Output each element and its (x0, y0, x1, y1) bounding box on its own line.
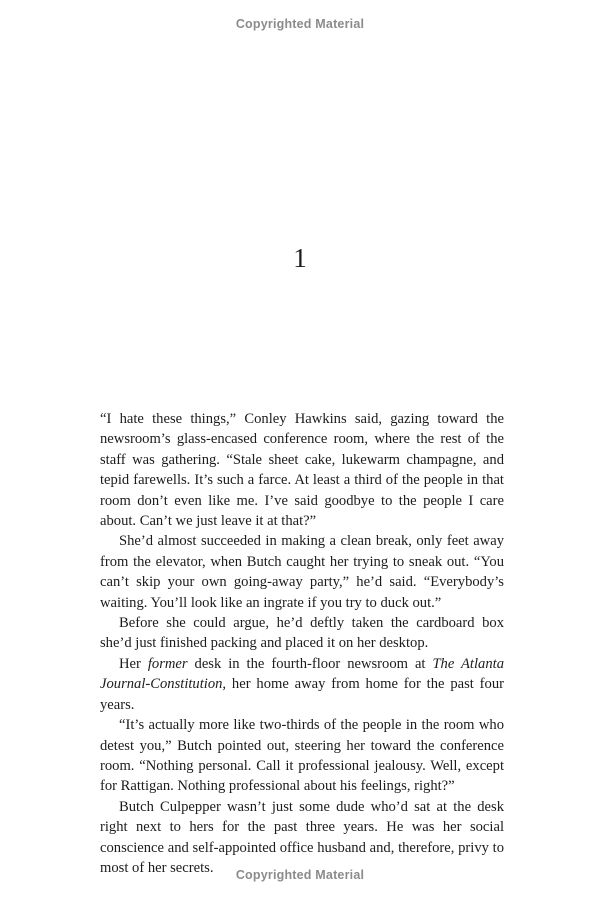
text-segment: Butch Culpepper wasn’t just some dude who’d sat at the desk right next to hers for the past three years. He was her social conscience and self-appointed office husband and, therefore, privy to most of her secrets. (100, 798, 504, 876)
italic-text: former (147, 655, 188, 672)
paragraph (100, 409, 504, 531)
paragraph (100, 797, 504, 879)
paragraph (100, 613, 504, 654)
text-segment: Before she could argue, he’d deftly taken the cardboard box she’d just finished packing and placed it on her desktop. (100, 615, 504, 652)
text-segment: desk in the fourth-floor newsroom at (187, 655, 433, 672)
body-text (100, 409, 504, 878)
paragraph (100, 531, 504, 613)
chapter-number: 1 (293, 243, 307, 273)
paragraph (100, 654, 504, 715)
text-segment: She’d almost succeeded in making a clean break, only feet away from the elevator, when Butch caught her trying to sneak out. “You can’t skip your own going-away party,” he’d said. “Everybody’s waiting. You’ll look like an ingrate if you try to duck out.” (100, 533, 504, 611)
copyright-watermark-top: Copyrighted Material (235, 17, 365, 31)
text-segment: “I hate these things,” Conley Hawkins said, gazing toward the newsroom’s glass-encased conference room, where the rest of the staff was gathering. “Stale sheet cake, lukewarm champagne, and tepid farewells. It’s such a farce. At least a third of the people in that room don’t even like me. I’ve said goodbye to the people I care about. Can’t we just leave it at that?” (100, 411, 504, 530)
text-segment: her home away from home for the past four years. (100, 676, 504, 713)
paragraph (100, 715, 504, 797)
copyright-watermark-bottom: Copyrighted Material (235, 868, 365, 882)
text-segment: “It’s actually more like two-thirds of the people in the room who detest you,” Butch pointed out, steering her toward the conference room. “Nothing personal. Call it professional jealousy. Well, except for Rattigan. Nothing professional about his feelings, right?” (100, 717, 504, 795)
italic-text: The Atlanta Journal-Constitution, (100, 655, 504, 693)
text-segment: Her (119, 655, 148, 672)
